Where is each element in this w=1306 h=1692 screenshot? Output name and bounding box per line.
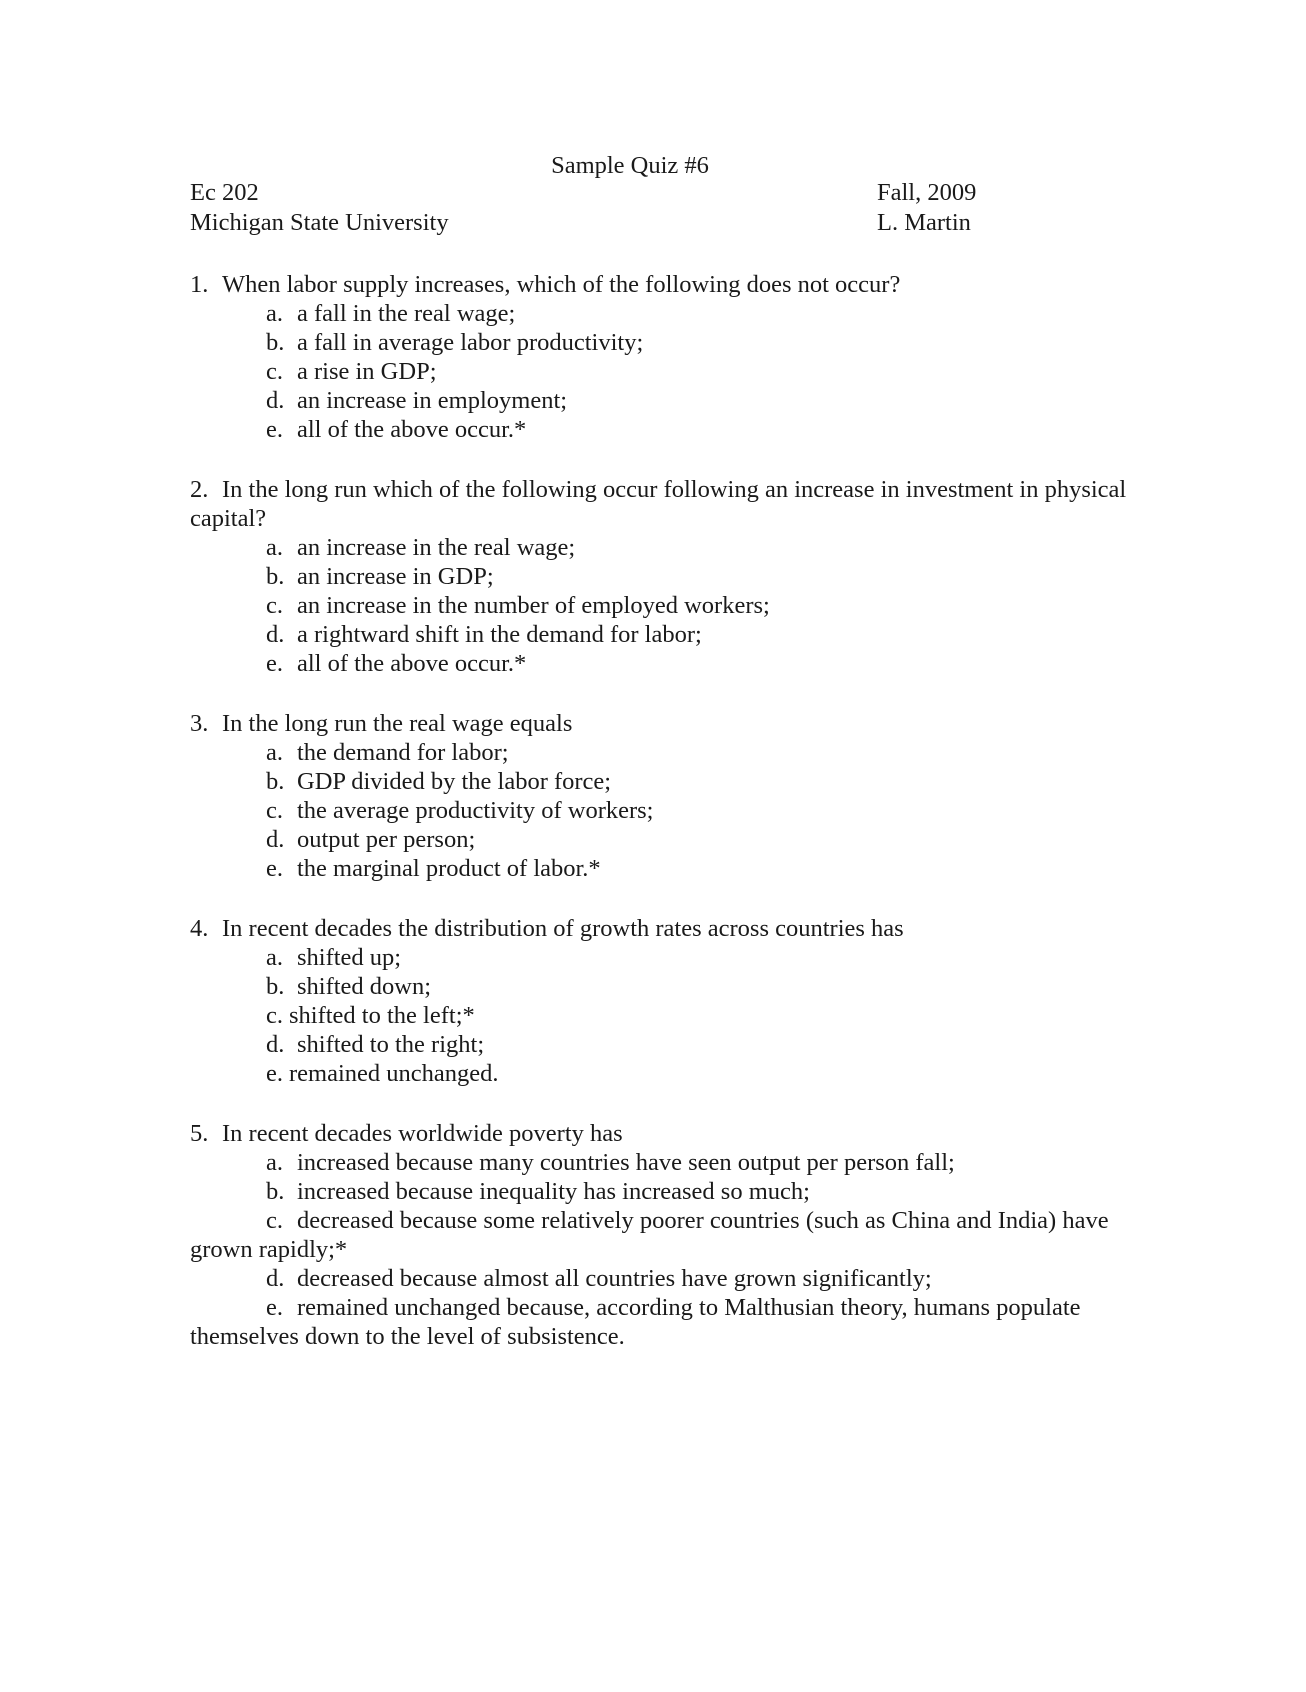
- option-text: the average productivity of workers;: [297, 797, 654, 824]
- option-letter: e.: [266, 650, 283, 677]
- option-letter: b.: [266, 563, 285, 590]
- option-d: [190, 386, 1130, 415]
- option-letter: e.: [266, 416, 283, 443]
- option-a: [190, 533, 1130, 562]
- option-text: shifted to the right;: [297, 1031, 485, 1058]
- option-letter: d.: [266, 1031, 285, 1058]
- option-text: all of the above occur.*: [297, 650, 527, 677]
- option-c: [190, 1001, 1130, 1030]
- option-list: [190, 299, 1130, 444]
- option-text: shifted down;: [297, 973, 432, 1000]
- option-b: [190, 972, 1130, 1001]
- option-text: GDP divided by the labor force;: [297, 768, 612, 795]
- option-letter: b.: [266, 973, 285, 1000]
- option-letter: b.: [266, 329, 285, 356]
- question-number: 4.: [190, 915, 209, 942]
- option-text: decreased because almost all countries have grown significantly;: [297, 1265, 932, 1292]
- option-text: increased because inequality has increased so much;: [297, 1178, 810, 1205]
- option-e: [190, 1059, 1130, 1088]
- option-d: [190, 620, 1130, 649]
- option-d: [190, 825, 1130, 854]
- question-stem: [190, 709, 1130, 738]
- option-text: remained unchanged.: [289, 1060, 499, 1087]
- option-e: [190, 1293, 1130, 1351]
- option-a: [190, 943, 1130, 972]
- option-text: the marginal product of labor.*: [297, 855, 601, 882]
- option-letter: d.: [266, 1265, 285, 1292]
- question-2: [190, 475, 1130, 678]
- option-letter: a.: [266, 1149, 283, 1176]
- option-text: an increase in employment;: [297, 387, 568, 414]
- option-text: output per person;: [297, 826, 476, 853]
- option-text: an increase in GDP;: [297, 563, 494, 590]
- question-3: [190, 709, 1130, 883]
- option-e: [190, 649, 1130, 678]
- option-b: [190, 328, 1130, 357]
- option-letter: d.: [266, 387, 285, 414]
- option-list: [190, 533, 1130, 678]
- option-c: [190, 591, 1130, 620]
- option-letter: c.: [266, 797, 283, 824]
- question-stem: [190, 270, 1130, 299]
- option-list: [190, 943, 1130, 1088]
- option-letter: a.: [266, 739, 283, 766]
- option-b: [190, 1177, 1130, 1206]
- option-text: decreased because some relatively poorer countries (such as China and India) have grown rapidly;*: [190, 1207, 1109, 1263]
- option-letter: d.: [266, 621, 285, 648]
- option-letter: a.: [266, 534, 283, 561]
- option-c: [190, 1206, 1130, 1264]
- option-text: a fall in the real wage;: [297, 300, 516, 327]
- option-letter: c.: [266, 1002, 283, 1029]
- question-5: [190, 1119, 1130, 1351]
- question-1: [190, 270, 1130, 444]
- option-letter: e.: [266, 1294, 283, 1321]
- option-a: [190, 738, 1130, 767]
- option-text: all of the above occur.*: [297, 416, 527, 443]
- option-text: shifted to the left;*: [289, 1002, 475, 1029]
- option-text: the demand for labor;: [297, 739, 509, 766]
- question-list: [190, 270, 1130, 1382]
- question-text: When labor supply increases, which of the following does not occur?: [222, 271, 901, 298]
- option-letter: e.: [266, 855, 283, 882]
- option-a: [190, 1148, 1130, 1177]
- course-code: Ec 202: [190, 179, 259, 206]
- option-letter: b.: [266, 768, 285, 795]
- option-b: [190, 562, 1130, 591]
- university-name: Michigan State University: [190, 209, 449, 236]
- option-e: [190, 854, 1130, 883]
- option-a: [190, 299, 1130, 328]
- term: Fall, 2009: [877, 179, 977, 206]
- option-c: [190, 796, 1130, 825]
- option-text: shifted up;: [297, 944, 402, 971]
- option-letter: c.: [266, 592, 283, 619]
- option-letter: a.: [266, 944, 283, 971]
- question-number: 3.: [190, 710, 209, 737]
- instructor-name: L. Martin: [877, 209, 971, 236]
- option-text: a rightward shift in the demand for labor;: [297, 621, 702, 648]
- option-letter: a.: [266, 300, 283, 327]
- question-number: 1.: [190, 271, 209, 298]
- option-e: [190, 415, 1130, 444]
- question-text: In the long run which of the following occur following an increase in investment in physical capital?: [190, 476, 1127, 532]
- option-text: a rise in GDP;: [297, 358, 437, 385]
- option-letter: b.: [266, 1178, 285, 1205]
- question-text: In recent decades the distribution of growth rates across countries has: [222, 915, 904, 942]
- question-text: In recent decades worldwide poverty has: [222, 1120, 623, 1147]
- question-text: In the long run the real wage equals: [222, 710, 573, 737]
- option-text: remained unchanged because, according to Malthusian theory, humans populate themselves down to the level of subsistence.: [190, 1294, 1081, 1350]
- option-b: [190, 767, 1130, 796]
- question-stem: [190, 1119, 1130, 1148]
- option-text: an increase in the number of employed workers;: [297, 592, 770, 619]
- option-text: a fall in average labor productivity;: [297, 329, 644, 356]
- question-stem: [190, 475, 1130, 533]
- option-text: an increase in the real wage;: [297, 534, 576, 561]
- option-letter: c.: [266, 1207, 283, 1234]
- option-letter: c.: [266, 358, 283, 385]
- question-number: 5.: [190, 1120, 209, 1147]
- option-d: [190, 1264, 1130, 1293]
- option-c: [190, 357, 1130, 386]
- option-d: [190, 1030, 1130, 1059]
- option-list: [190, 1148, 1130, 1351]
- option-letter: d.: [266, 826, 285, 853]
- option-text: increased because many countries have seen output per person fall;: [297, 1149, 955, 1176]
- question-4: [190, 914, 1130, 1088]
- option-letter: e.: [266, 1060, 283, 1087]
- question-number: 2.: [190, 476, 209, 503]
- question-stem: [190, 914, 1130, 943]
- quiz-title: Sample Quiz #6: [551, 152, 709, 179]
- option-list: [190, 738, 1130, 883]
